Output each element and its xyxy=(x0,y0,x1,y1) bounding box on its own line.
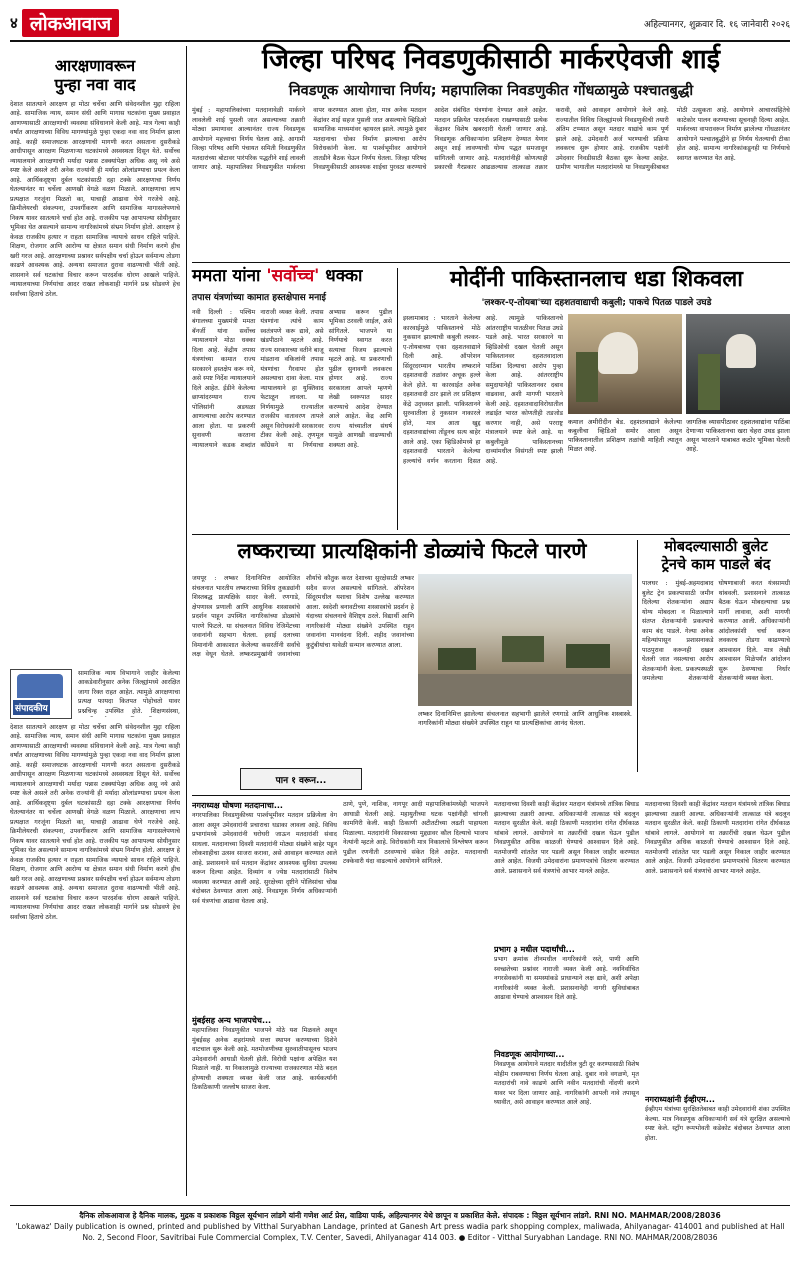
masthead xyxy=(10,8,790,38)
continued-body-1: नगरपालिका निवडणुकीच्या पार्श्वभूमीवर मतदान प्रक्रियेला वेग आला असून उमेदवारांनी प्रचाराचा धडाका लावला आहे. विविध प्रभागांमध्ये उमेदवारांनी घरोघरी जाऊन मतदारांशी संवाद साधला. मतदानाच्या दिवशी मतदारांनी मोठ्या संख्येने बाहेर पडून लोकशाहीचा उत्सव साजरा करावा, असे आवाहन करण्यात आले आहे. प्रशासनाने सर्व मतदान केंद्रांवर आवश्यक सुविधा उपलब्ध करून दिल्या आहेत. दिव्यांग व ज्येष्ठ मतदारांसाठी विशेष व्यवस्था करण्यात आली आहे. सुरक्षेच्या दृष्टीने पोलिसांचा चोख बंदोबस्त ठेवण्यात आला आहे. निवडणूक निर्णय अधिकाऱ्यांनी सर्व यंत्रणांचा आढावा घेतला आहे. xyxy=(192,812,337,905)
imprint-english: 'Lokawaz' Daily publication is owned, printed and published by Vitthal Suryabhan Landage, printed at Ganesh Art press wadia park shopping complex, maliwada, Ahilyanagar- 414001 and published at Hall No. 2, Second Floor, Savitribai Fule Commercial Complex, T.V. Center, Savedi, Ahilyanagar 414 003. ● Editor - Vitthal Suryabhan Landage. RNI NO. MAHMAR/2008/28036 xyxy=(15,1222,785,1242)
left-editorial-column xyxy=(10,46,180,1196)
mamata-headline xyxy=(192,268,392,286)
continued-body-2: महापालिका निवडणुकीत भाजपने मोठे यश मिळवले असून मुंबईसह अनेक शहरांमध्ये सत्ता स्थापन करण्याच्या दिशेने वाटचाल सुरू केली आहे. मतमोजणीच्या सुरुवातीपासूनच भाजप उमेदवारांनी आघाडी घेतली होती. विरोधी पक्षांना अपेक्षित यश मिळाले नाही. या निकालामुळे राज्याच्या राजकारणात मोठे बदल होण्याची शक्यता व्यक्त केली जात आहे. कार्यकर्त्यांनी ठिकठिकाणी जल्लोष साजरा केला. xyxy=(192,1027,337,1091)
editorial-badge xyxy=(10,669,72,719)
column-divider-2 xyxy=(397,268,398,530)
continued-body-7: ईव्हीएम यंत्रांच्या सुरक्षिततेबाबत काही उमेदवारांनी शंका उपस्थित केल्या. मात्र निवडणूक अधिकाऱ्यांनी सर्व यंत्रे सुरक्षित असल्याचे स्पष्ट केले. स्ट्राँग रूमभोवती कडेकोट बंदोबस्त ठेवण्यात आला होता. xyxy=(645,1106,790,1142)
tank-icon-2 xyxy=(502,636,544,662)
editorial-title-line1: आरक्षणावरून xyxy=(54,56,136,75)
mamata-subheadline: तपास यंत्रणांच्या कामात हस्तक्षेपास मनाई xyxy=(192,292,326,303)
continued-section xyxy=(192,800,790,1202)
continued-title-4: निवडणूक आयोगाच्या... xyxy=(494,1050,565,1059)
mamata-body: नवी दिल्ली : पश्चिम बंगालच्या मुख्यमंत्री ममता बॅनर्जी यांना सर्वोच्च न्यायालयाने मोठा धक्का दिला आहे. केंद्रीय तपास यंत्रणांच्या कामात राज्य सरकारने हस्तक्षेप करू नये, असे स्पष्ट निर्देश न्यायालयाने दिले आहेत. ईडीने केलेल्या छाप्यांदरम्यान राज्य पोलिसांनी अडथळा आणल्याचा आरोप करण्यात आला होता. या प्रकरणी सुनावणी करताना न्यायालयाने कडक शब्दांत नाराजी व्यक्त केली. तपास यंत्रणांना त्यांचे काम स्वतंत्रपणे करू द्यावे, असे खंडपीठाने म्हटले आहे. राज्य सरकारच्या वतीने बाजू मांडताना वकिलांनी तपास यंत्रणांचा गैरवापर होत असल्याचा दावा केला. मात्र न्यायालयाने हा युक्तिवाद फेटाळून लावला. या निर्णयामुळे राज्यातील राजकीय वातावरण तापले असून विरोधकांनी सरकारवर टीका केली आहे. तृणमूल काँग्रेसने या निर्णयाचा अभ्यास करून पुढील भूमिका ठरवली जाईल, असे सांगितले. भाजपने या निर्णयाचे स्वागत करत सत्याचा विजय झाल्याचे म्हटले आहे. या प्रकरणाची पुढील सुनावणी लवकरच होणार आहे. राज्य सरकारला आपले म्हणणे लेखी स्वरूपात सादर करण्याचे आदेश देण्यात आले आहेत. केंद्र आणि राज्य यांच्यातील संघर्ष यामुळे आणखी वाढण्याची शक्यता आहे. xyxy=(192,308,392,449)
lead-subheadline: निवडणूक आयोगाचा निर्णय; महापालिका निवडणुकीत गोंधळामुळे पश्चातबुद्धी xyxy=(288,83,694,100)
continued-col-1 xyxy=(192,800,337,1202)
editorial-body-side: सामाजिक न्याय विभागाने जाहीर केलेल्या आकडेवारीनुसार अनेक जिल्ह्यांमध्ये आरक्षित जागा रिक्त राहत आहेत. त्यामुळे आरक्षणाचा प्रत्यक्ष फायदा कितपत पोहोचतो यावर प्रश्नचिन्ह उपस्थित होते. शिक्षणसंस्था, xyxy=(78,669,180,715)
parade-story xyxy=(192,540,632,562)
mamata-headline-quote: 'सर्वोच्च' xyxy=(266,266,320,286)
modi-photo-1 xyxy=(568,314,682,414)
lead-body: मुंबई : महापालिकांच्या मतदानावेळी मार्करने लावलेली शाई पुसली जात असल्याच्या तक्रारी मोठ्या प्रमाणावर आल्यानंतर राज्य निवडणूक आयोगाने महत्त्वाचा निर्णय घेतला आहे. आगामी जिल्हा परिषद आणि पंचायत समिती निवडणुकीत मतदारांच्या बोटावर पारंपरिक पद्धतीने शाई लावली जाणार आहे. महापालिका निवडणुकीत मार्करचा वापर करण्यात आला होता, मात्र अनेक मतदान केंद्रांवर शाई सहज पुसली जात असल्याचे व्हिडिओ सामाजिक माध्यमांवर व्हायरल झाले. त्यामुळे दुबार मतदानाचा धोका निर्माण झाल्याचा आरोप विरोधकांनी केला. या पार्श्वभूमीवर आयोगाने तातडीने बैठक घेऊन निर्णय घेतला. जिल्हा परिषद निवडणुकीसाठी आवश्यक शाईचा पुरवठा करण्याचे आदेश संबंधित यंत्रणांना देण्यात आले आहेत. मतदान प्रक्रियेत पारदर्शकता राखण्यासाठी प्रत्येक केंद्रावर विशेष खबरदारी घेतली जाणार आहे. निवडणूक अधिकाऱ्यांना प्रशिक्षण देण्यात येणार असून शाई लावण्याची योग्य पद्धत समजावून सांगितली जाणार आहे. मतदारांनीही कोणत्याही प्रकारची गैरप्रकार आढळल्यास तात्काळ तक्रार करावी, असे आवाहन आयोगाने केले आहे. राज्यातील विविध जिल्ह्यांमध्ये निवडणुकीची तयारी अंतिम टप्प्यात असून मतदार याद्यांचे काम पूर्ण झाले आहे. उमेदवारी अर्ज भरण्याची प्रक्रिया लवकरच सुरू होणार आहे. राजकीय पक्षांनी उमेदवार निवडीसाठी बैठका सुरू केल्या आहेत. ग्रामीण भागातील मतदारांमध्ये या निवडणुकीबाबत मोठी उत्सुकता आहे. आयोगाने आचारसंहितेचे काटेकोर पालन करण्याच्या सूचनाही दिल्या आहेत. मार्करच्या वापरावरून निर्माण झालेल्या गोंधळानंतर आयोगाने पश्चातबुद्धीने हा निर्णय घेतल्याची टीका होत आहे. सामान्य नागरिकांकडूनही या निर्णयाचे स्वागत करण्यात येत आहे. xyxy=(192,107,790,172)
modi-headline: मोदींनी पाकिस्तानलाच धडा शिकवला xyxy=(450,267,743,292)
parade-headline: लष्कराच्या प्रात्यक्षिकांनी डोळ्यांचे फिटले पारणे xyxy=(237,539,587,563)
column-divider xyxy=(186,46,187,1196)
lower-rule xyxy=(192,795,790,796)
dateline: अहिल्यानगर, शुक्रवार दि. १६ जानेवारी २०२६ xyxy=(643,19,790,30)
bullet-story xyxy=(642,540,790,751)
modi-body: इस्लामाबाद : भारताने केलेल्या कारवाईमुळे पाकिस्तानचे मोठे नुकसान झाल्याची कबुली लश्कर-ए-तोयबाच्या एका दहशतवाद्याने दिली आहे. ऑपरेशन सिंदूरदरम्यान भारतीय लष्कराने दहशतवादी तळांवर अचूक हल्ले केले होते. या कारवाईत अनेक दहशतवादी ठार झाले तर प्रशिक्षण केंद्रे उद्ध्वस्त झाली. पाकिस्तानने सुरुवातीला हे नुकसान नाकारले होते, मात्र आता खुद्द दहशतवाद्यांच्या तोंडूनच सत्य बाहेर आले आहे. एका व्हिडिओमध्ये हा दहशतवादी भारताने केलेल्या हल्ल्यांचे वर्णन करताना दिसत आहे. त्यामुळे पाकिस्तानचे आंतरराष्ट्रीय पातळीवर पितळ उघडे पडले आहे. भारत सरकारने या व्हिडिओची दखल घेतली असून पाकिस्तानवर दहशतवादाला पाठिंबा दिल्याचा आरोप पुन्हा केला आहे. आंतरराष्ट्रीय समुदायानेही पाकिस्तानवर दबाव वाढवावा, अशी मागणी भारताने केली आहे. दहशतवादाविरोधातील लढाईत भारत कोणतीही तडजोड करणार नाही, असे परराष्ट्र मंत्रालयाने स्पष्ट केले आहे. या कबुलीमुळे पाकिस्तानच्या दाव्यांमधील विसंगती स्पष्ट झाली आहे. xyxy=(403,315,563,465)
road-shape xyxy=(418,674,632,706)
continued-body-6b: मतदानाच्या दिवशी काही केंद्रांवर मतदान यंत्रांमध्ये तांत्रिक बिघाड झाल्याच्या तक्रारी आल्या. अधिकाऱ्यांनी तात्काळ यंत्रे बदलून मतदान सुरळीत केले. काही ठिकाणी मतदारांना रांगेत दीर्घकाळ थांबावे लागले. आयोगाने या तक्रारींची दखल घेऊन पुढील निवडणुकीत अधिक काळजी घेण्याचे आश्वासन दिले आहे. मतमोजणी शांततेत पार पडली असून निकाल जाहीर करण्यात आले आहेत. विजयी उमेदवारांना प्रमाणपत्रांचे वितरण करण्यात आले. प्रशासनाने सर्व यंत्रणांचे आभार मानले आहेत. xyxy=(645,801,790,875)
soldier-figure xyxy=(698,354,720,410)
lead-rule xyxy=(192,262,790,263)
continued-title-5: नगराध्यक्षांनी ईव्हीएम... xyxy=(645,1095,715,1104)
imprint-footer xyxy=(10,1210,790,1243)
continued-body-5: निवडणूक आयोगाने मतदार यादीतील त्रुटी दूर करण्यासाठी विशेष मोहीम राबवण्याचा निर्णय घेतला आहे. दुबार नावे वगळणे, मृत मतदारांची नावे काढणे आणि नवीन मतदारांची नोंदणी करणे यावर भर दिला जाणार आहे. नागरिकांनी आपली नावे तपासून घ्यावीत, असे आवाहन करण्यात आले आहे. xyxy=(494,1061,639,1106)
mamata-headline-part2: धक्का xyxy=(325,266,363,286)
tank-icon xyxy=(438,648,476,670)
person-figure-2 xyxy=(726,334,756,368)
continued-col-3 xyxy=(494,800,639,1202)
continued-title-1: नगराध्यक्ष घोषणा मतदानाचा... xyxy=(192,801,283,810)
footer-rule xyxy=(10,1205,790,1206)
continued-label-box xyxy=(240,768,362,790)
modi-photo-1-caption: कमाल अमीरीदीन बेड. दहशतवाद्याने केलेल्या कबुलीचा व्हिडिओ समोर आला असून पाकिस्तानातील प्रशिक्षण तळांची माहिती त्यातून मिळत आहे. xyxy=(568,418,682,453)
pen-icon xyxy=(17,674,63,698)
mamata-story xyxy=(192,268,392,548)
brand-logo: लोकआवाज xyxy=(22,9,119,37)
continued-body-6: मतदानाच्या दिवशी काही केंद्रांवर मतदान यंत्रांमध्ये तांत्रिक बिघाड झाल्याच्या तक्रारी आल्या. अधिकाऱ्यांनी तात्काळ यंत्रे बदलून मतदान सुरळीत केले. काही ठिकाणी मतदारांना रांगेत दीर्घकाळ थांबावे लागले. आयोगाने या तक्रारींची दखल घेऊन पुढील निवडणुकीत अधिक काळजी घेण्याचे आश्वासन दिले आहे. मतमोजणी शांततेत पार पडली असून निकाल जाहीर करण्यात आले आहेत. विजयी उमेदवारांना प्रमाणपत्रांचे वितरण करण्यात आले. प्रशासनाने सर्व यंत्रणांचे आभार मानले आहेत. xyxy=(494,801,639,875)
continued-col-2 xyxy=(343,800,488,1202)
bullet-headline-line2: ट्रेनचे काम पाडले बंद xyxy=(661,557,771,574)
imprint-marathi: दैनिक लोकआवाज हे दैनिक मालक, मुद्रक व प्रकाशक विठ्ठल सूर्यभान लांडगे यांनी गणेश आर्ट प्रेस, वाडिया पार्क, अहिल्यानगर येथे छापून व प्रकाशित केले. संपादक : विठ्ठल सूर्यभान लांडगे. RNI NO. MAHMAR/2008/28036 xyxy=(79,1211,721,1220)
editorial-title-line2: पुन्हा नवा वाद xyxy=(54,74,136,94)
modi-story xyxy=(403,268,790,308)
page-number: ४ xyxy=(10,14,18,32)
editorial-label: संपादकीय xyxy=(13,700,50,715)
continued-title-3: प्रभाग ३ मधील पदार्थांची... xyxy=(494,945,575,954)
parade-body: जयपूर : लष्कर दिनानिमित्त आयोजित संचलनात भारतीय लष्कराच्या विविध तुकड्यांनी शिस्तबद्ध प्रात्यक्षिके सादर केली. रणगाडे, क्षेपणास्त्र प्रणाली आणि आधुनिक शस्त्रास्त्रांचे प्रदर्शन पाहून उपस्थित नागरिकांच्या डोळ्यांचे पारणे फिटले. या संचलनात विविध रेजिमेंटच्या जवानांनी सहभाग घेतला. हवाई दलाच्या विमानांनी आकाशात केलेल्या कसरतींनी सर्वांचे लक्ष वेधून घेतले. लष्करप्रमुखांनी जवानांच्या शौर्याचे कौतुक करत देशाच्या सुरक्षेसाठी लष्कर सदैव सज्ज असल्याचे सांगितले. ऑपरेशन सिंदूरमधील यशाचा विशेष उल्लेख करण्यात आला. स्वदेशी बनावटीच्या शस्त्रास्त्रांचे प्रदर्शन हे यंदाच्या संचलनाचे वैशिष्ट्य ठरले. विद्यार्थी आणि नागरिकांनी मोठ्या संख्येने उपस्थित राहून जवानांना मानवंदना दिली. शहीद जवानांच्या कुटुंबीयांचा यावेळी सन्मान करण्यात आला. xyxy=(192,575,414,658)
editorial-body-continued: देशात सातत्याने आरक्षण हा मोठा चर्चेचा आणि संवेदनशील मुद्दा राहिला आहे. सामाजिक न्याय, समान संधी आणि मागास घटकांना मुख्य प्रवाहात आणण्यासाठी आरक्षणाची व्यवस्था संविधानाने केली आहे. मात्र गेल्या काही वर्षांत आरक्षणाच्या विविध मागण्यांमुळे पुन्हा एकदा नवा वाद निर्माण झाला आहे. काही समाजघटक आरक्षणाची मागणी करत असताना दुसरीकडे आधीपासून आरक्षण मिळणाऱ्या घटकांमध्ये अस्वस्थता दिसून येते. सर्वोच्च न्यायालयाने आरक्षणाची मर्यादा पन्नास टक्क्यांपेक्षा अधिक असू नये असे स्पष्ट केले असले तरी अनेक राज्यांनी ही मर्यादा ओलांडण्याचा प्रयत्न केला आहे. आर्थिकदृष्ट्या दुर्बल घटकांसाठी दहा टक्के आरक्षणाचा निर्णय घेतल्यानंतर या चर्चेला आणखी वेगळे वळण मिळाले. आरक्षणाचा लाभ प्रत्यक्षात गरजूंना मिळतो का, याचाही आढावा घेणे गरजेचे आहे. क्रिमीलेयरची संकल्पना, उपवर्गीकरण आणि सामाजिक मागासलेपणाचे निकष यावर सातत्याने चर्चा होत आहे. राजकीय पक्ष आपापल्या सोयीनुसार भूमिका घेत असल्याने सामान्य नागरिकांमध्ये संभ्रम निर्माण होतो. आरक्षण हे केवळ राजकीय हत्यार न राहता सामाजिक न्यायाचे साधन राहिले पाहिजे. शिक्षण, रोजगार आणि आरोग्य या क्षेत्रात समान संधी निर्माण करणे हीच खरी गरज आहे. आरक्षणाच्या प्रश्नावर सर्वपक्षीय चर्चा होऊन सर्वमान्य तोडगा काढणे आवश्यक आहे. अन्यथा समाजात दुरावा वाढण्याची भीती आहे. शासनाने सर्व घटकांचा विचार करून पारदर्शक धोरण आखले पाहिजे. न्यायालयाच्या निर्णयांचा आदर राखत लोकशाही मार्गाने प्रश्न सोडवणे हेच सर्वांच्या हिताचे ठरेल. xyxy=(10,723,180,921)
person-figure xyxy=(598,332,638,374)
parade-photo-caption: लष्कर दिनानिमित्त झालेल्या संचलनात सहभागी झालेले रणगाडे आणि आधुनिक शस्त्रास्त्रे. नागरिकांनी मोठ्या संख्येने उपस्थित राहून या प्रात्यक्षिकांचा आनंद घेतला. xyxy=(418,710,632,727)
continued-col-4 xyxy=(645,800,790,1202)
bullet-headline-line1: मोबदल्यासाठी बुलेट xyxy=(664,539,768,555)
continued-title-2: मुंबईसह अन्य भाजपचेच... xyxy=(192,1016,272,1025)
modi-photo-2-caption: जागतिक व्यासपीठावर दहशतवाद्यांना पाठिंबा देणाऱ्या पाकिस्तानचा खरा चेहरा उघड झाला असून भारताने याबाबत कठोर भूमिका घेतली आहे. xyxy=(686,418,790,453)
editorial-body: देशात सातत्याने आरक्षण हा मोठा चर्चेचा आणि संवेदनशील मुद्दा राहिला आहे. सामाजिक न्याय, समान संधी आणि मागास घटकांना मुख्य प्रवाहात आणण्यासाठी आरक्षणाची व्यवस्था संविधानाने केली आहे. मात्र गेल्या काही वर्षांत आरक्षणाच्या विविध मागण्यांमुळे पुन्हा एकदा नवा वाद निर्माण झाला आहे. काही समाजघटक आरक्षणाची मागणी करत असताना दुसरीकडे आधीपासून आरक्षण मिळणाऱ्या घटकांमध्ये अस्वस्थता दिसून येते. सर्वोच्च न्यायालयाने आरक्षणाची मर्यादा पन्नास टक्क्यांपेक्षा अधिक असू नये असे स्पष्ट केले असले तरी अनेक राज्यांनी ही मर्यादा ओलांडण्याचा प्रयत्न केला आहे. आर्थिकदृष्ट्या दुर्बल घटकांसाठी दहा टक्के आरक्षणाचा निर्णय घेतल्यानंतर या चर्चेला आणखी वेगळे वळण मिळाले. आरक्षणाचा लाभ प्रत्यक्षात गरजूंना मिळतो का, याचाही आढावा घेणे गरजेचे आहे. क्रिमीलेयरची संकल्पना, उपवर्गीकरण आणि सामाजिक मागासलेपणाचे निकष यावर सातत्याने चर्चा होत आहे. राजकीय पक्ष आपापल्या सोयीनुसार भूमिका घेत असल्याने सामान्य नागरिकांमध्ये संभ्रम निर्माण होतो. आरक्षण हे केवळ राजकीय हत्यार न राहता सामाजिक न्यायाचे साधन राहिले पाहिजे. शिक्षण, रोजगार आणि आरोग्य या क्षेत्रात समान संधी निर्माण करणे हीच खरी गरज आहे. आरक्षणाच्या प्रश्नावर सर्वपक्षीय चर्चा होऊन सर्वमान्य तोडगा काढणे आवश्यक आहे. अन्यथा समाजात दुरावा वाढण्याची भीती आहे. शासनाने सर्व घटकांचा विचार करून पारदर्शक धोरण आखले पाहिजे. न्यायालयाच्या निर्णयांचा आदर राखत लोकशाही मार्गाने प्रश्न सोडवणे हेच सर्वांच्या हिताचे ठरेल. xyxy=(10,100,180,298)
lead-story xyxy=(192,46,790,248)
bullet-body: पालघर : मुंबई-अहमदाबाद बुलेट ट्रेन प्रकल्पासाठी जमीन दिलेल्या शेतकऱ्यांना अद्याप योग्य मोबदला न मिळाल्याने संतप्त शेतकऱ्यांनी प्रकल्पाचे काम बंद पाडले. गेल्या अनेक महिन्यांपासून प्रशासनाकडे पाठपुरावा करूनही दखल घेतली जात नसल्याचा आरोप शेतकऱ्यांनी केला. प्रकल्पस्थळी जमलेल्या शेतकऱ्यांनी घोषणाबाजी करत यंत्रसामग्री थांबवली. प्रशासनाने तात्काळ बैठक घेऊन मोबदल्याचा प्रश्न मार्गी लावावा, अशी मागणी करण्यात आली. अधिकाऱ्यांनी आंदोलकांशी चर्चा करून लवकरच तोडगा काढण्याचे आश्वासन दिले. मात्र लेखी आश्वासन मिळेपर्यंत आंदोलन सुरू ठेवण्याचा निर्धार शेतकऱ्यांनी व्यक्त केला. xyxy=(642,580,790,683)
tank-icon-3 xyxy=(566,644,610,668)
continued-body-4: प्रभाग क्रमांक तीनमधील नागरिकांनी रस्ते, पाणी आणि स्वच्छतेच्या प्रश्नांवर नाराजी व्यक्त केली आहे. नवनिर्वाचित नगरसेवकांनी या समस्यांकडे प्राधान्याने लक्ष द्यावे, अशी अपेक्षा नागरिकांनी व्यक्त केली. प्रशासनानेही नागरी सुविधांबाबत आढावा घेण्याचे आश्वासन दिले आहे. xyxy=(494,956,639,1001)
modi-subheadline: 'लश्कर-ए-तोयबा'च्या दहशतवाद्याची कबुली; पाकचे पितळ पाडले उघडे xyxy=(481,298,712,309)
modi-photo-2 xyxy=(686,314,790,414)
column-divider-3 xyxy=(637,540,638,772)
mamata-headline-part1: ममता यांना xyxy=(192,266,261,286)
lead-headline: जिल्हा परिषद निवडणुकीसाठी मार्करऐवजी शाई xyxy=(261,44,721,75)
continued-body-3: ठाणे, पुणे, नाशिक, नागपूर आदी महापालिकांमध्येही भाजपने आघाडी घेतली आहे. महायुतीच्या घटक पक्षांनीही चांगली कामगिरी केली. काही ठिकाणी अटीतटीच्या लढती पाहायला मिळाल्या. मतदारांनी विकासाच्या मुद्द्यावर कौल दिल्याचे भाजप नेत्यांनी म्हटले आहे. विरोधकांनी मात्र निकालाचे विश्लेषण करून पुढील रणनीती ठरवण्याचे संकेत दिले आहेत. मतदानाची टक्केवारी यंदा वाढल्याचे आयोगाने सांगितले. xyxy=(343,801,488,865)
parade-photo xyxy=(418,574,632,706)
masthead-rule xyxy=(10,40,790,42)
guard-figure xyxy=(576,352,598,402)
mid-rule xyxy=(192,534,790,535)
continued-label: पान १ वरून... xyxy=(275,775,327,786)
